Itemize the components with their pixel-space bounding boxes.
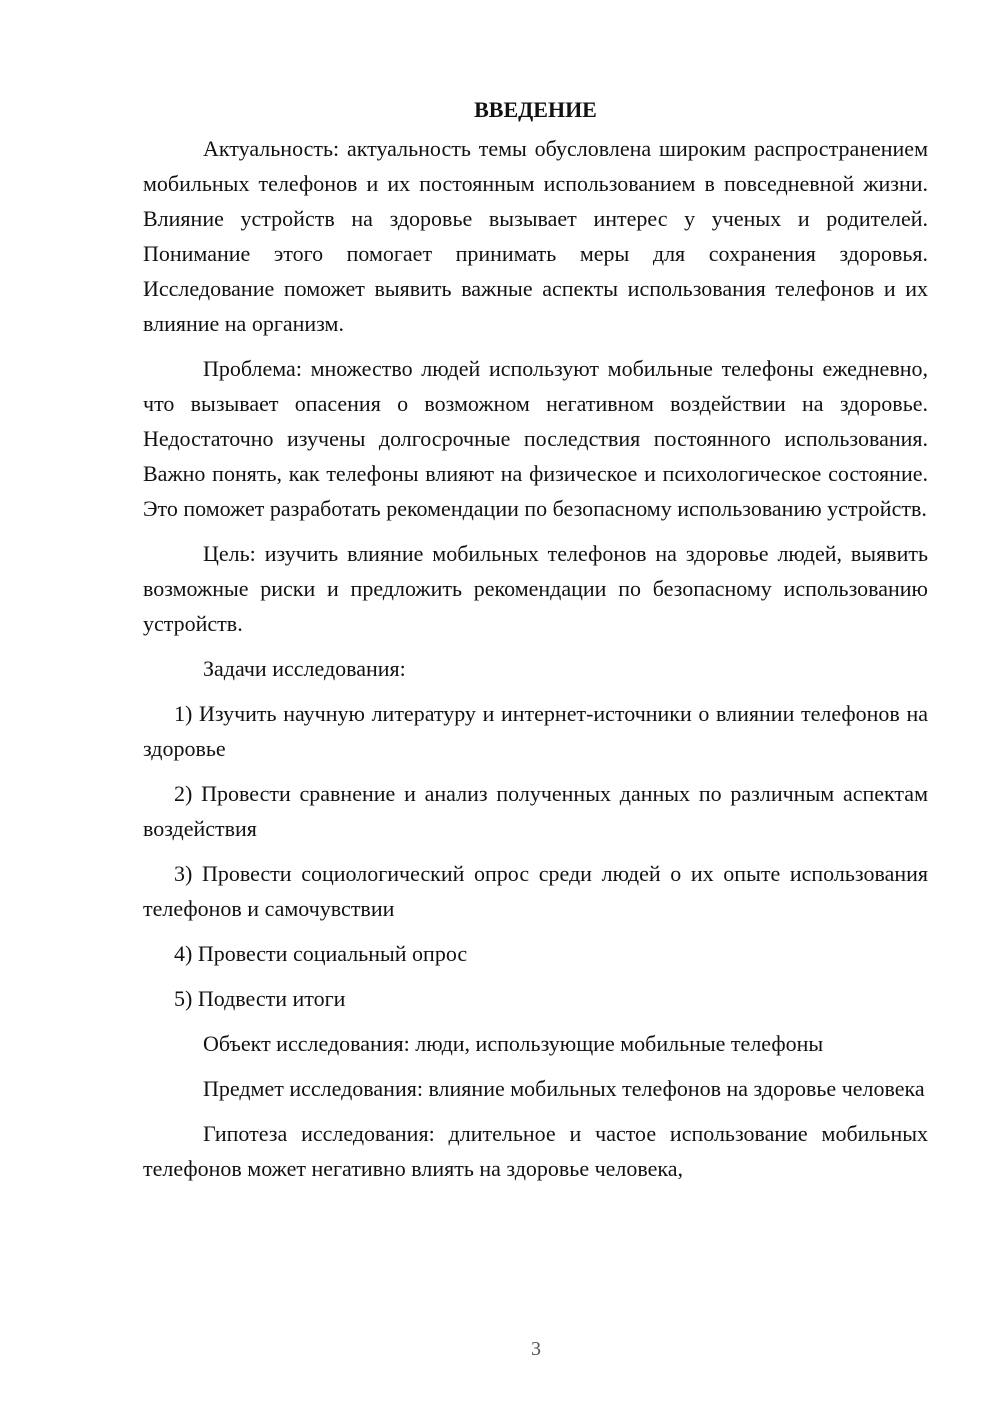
page-title: ВВЕДЕНИЕ (474, 97, 597, 122)
tasks-heading: Задачи исследования: (203, 656, 406, 681)
page-number: 3 (531, 1338, 541, 1360)
page-content (143, 92, 928, 1196)
task-item: 2) Провести сравнение и анализ полученных данных по различным аспектам воздействия (143, 781, 928, 841)
paragraph-subject: Предмет исследования: влияние мобильных телефонов на здоровье человека (203, 1076, 925, 1101)
paragraph-hypothesis: Гипотеза исследования: длительное и частое использование мобильных телефонов может негативно влиять на здоровье человека, (143, 1121, 928, 1181)
paragraph-object: Объект исследования: люди, использующие мобильные телефоны (203, 1031, 824, 1056)
task-item: 5) Подвести итоги (174, 986, 346, 1011)
paragraph-relevance: Актуальность: актуальность темы обусловлена широким распространением мобильных телефонов и их постоянным использованием в повседневной жизни. Влияние устройств на здоровье вызывает интерес у ученых и родителей. Понимание этого помогает принимать меры для сохранения здоровья. Исследование поможет выявить важные аспекты использования телефонов и их влияние на организм. (143, 136, 928, 336)
task-item: 3) Провести социологический опрос среди людей о их опыте использования телефонов и самочувствии (143, 861, 928, 921)
paragraph-problem: Проблема: множество людей используют мобильные телефоны ежедневно, что вызывает опасения о возможном негативном воздействии на здоровье. Недостаточно изучены долгосрочные последствия постоянного использования. Важно понять, как телефоны влияют на физическое и психологическое состояние. Это поможет разработать рекомендации по безопасному использованию устройств. (143, 356, 928, 521)
task-item: 1) Изучить научную литературу и интернет-источники о влиянии телефонов на здоровье (143, 701, 928, 761)
paragraph-goal: Цель: изучить влияние мобильных телефонов на здоровье людей, выявить возможные риски и предложить рекомендации по безопасному использованию устройств. (143, 541, 928, 636)
task-item: 4) Провести социальный опрос (174, 941, 468, 966)
